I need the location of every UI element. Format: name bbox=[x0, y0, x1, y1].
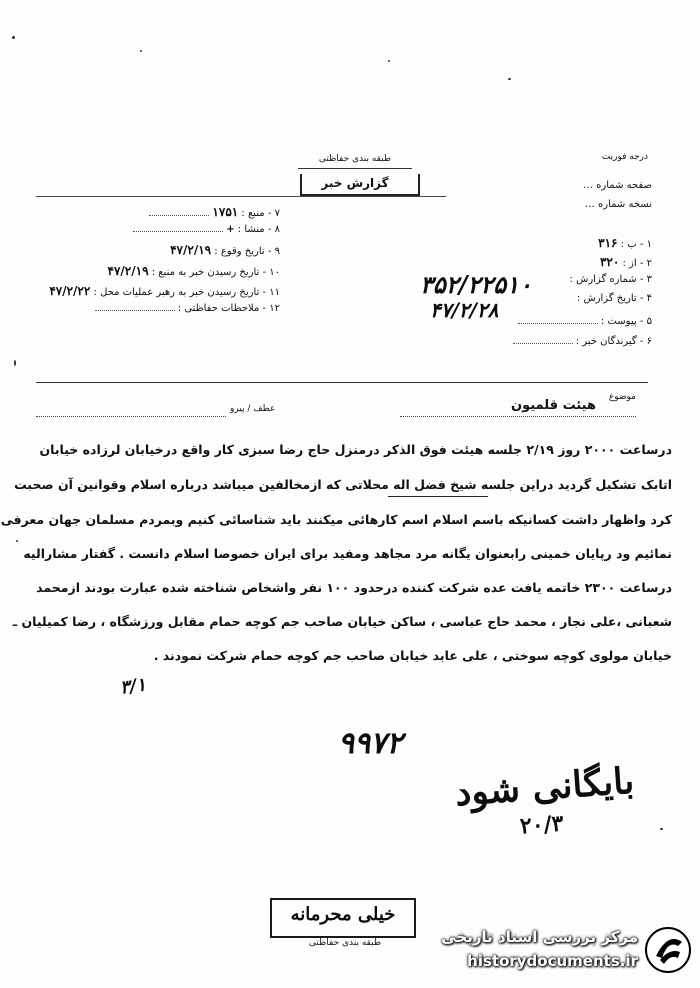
security-notes-field: ۱۲ - ملاحظات حفاظتی : bbox=[40, 303, 280, 314]
body-line: اتابک تشکیل گردید دراین جلسه شیخ فضل اله محلاتی که ازمخالفین میباشد درباره اسلام وقوانین آن صحبت bbox=[14, 477, 672, 492]
body-line: خیابان مولوی کوچه سوختی ، علی عابد خیابان صاحب جم کوچه حمام شرکت نمودند . bbox=[153, 648, 672, 663]
event-date-field: ۹ - تاریخ وقوع : ۴۷/۲/۱۹ bbox=[170, 243, 280, 257]
classification-stamp bbox=[270, 898, 416, 938]
source-received-field: ۱۰ - تاریخ رسیدن خبر به منبع : ۴۷/۲/۱۹ bbox=[107, 264, 280, 278]
field-value: … bbox=[582, 180, 593, 191]
header-divider bbox=[36, 196, 446, 197]
subject-value: هیئت قلمیون bbox=[510, 398, 596, 413]
subject-label: موضوع bbox=[608, 392, 636, 402]
origin-field: ۸ - منشا : + bbox=[40, 224, 280, 235]
body-line: نمائیم ود رپایان خمینی رابعنوان یگانه مرد مجاهد ومفید برای ایران خصوصا اسلام دانست . گفتار مشارالیه bbox=[23, 546, 672, 561]
field-value: ۴۷/۲/۲۲ bbox=[49, 284, 91, 298]
field-label: ۴ - تاریخ گزارش bbox=[583, 293, 652, 304]
report-date-field: ۴ - تاریخ گزارش : bbox=[576, 293, 652, 304]
scan-speck bbox=[660, 828, 663, 830]
field-label: ۷ - منبع bbox=[247, 208, 280, 219]
body-line: شعبانی ،علی نجار ، محمد حاج عباسی ، ساکن خیابان صاحب جم کوچه حمام مقابل ورزشگاه ، رضا کمیلیان ـ bbox=[12, 614, 672, 629]
field-value: ۴۷/۲/۱۹ bbox=[170, 243, 212, 257]
highlight-underline bbox=[388, 496, 488, 497]
reference-underline bbox=[36, 416, 226, 417]
operations-received-field: ۱۱ - تاریخ رسیدن خبر به رهبر عملیات محل : ۴۷/۲/۲۲ bbox=[49, 284, 280, 298]
field-value: + bbox=[226, 224, 235, 235]
stamp-text: خیلی محرمانه bbox=[290, 904, 396, 925]
handwritten-archive-date: ۲۰/۳ bbox=[519, 810, 565, 840]
fields-divider bbox=[36, 382, 648, 383]
field-label: ۸ - منشا bbox=[244, 224, 280, 235]
watermark-title: مرکز بررسی اسناد تاریخی bbox=[441, 928, 638, 946]
scan-speck bbox=[140, 50, 142, 52]
field-label: ۱۰ - تاریخ رسیدن خبر به منبع bbox=[158, 267, 280, 278]
recipients-field: ۶ - گیرندگان خبر : bbox=[452, 336, 652, 347]
field-label: ۲ - از bbox=[629, 258, 652, 269]
urgency-label: درجه فوریت bbox=[601, 152, 648, 162]
body-line: درساعت ۲۰۰۰ روز ۲/۱۹ جلسه هیئت فوق الذکر درمنزل حاج رضا سبزی کار واقع درخیابان لرزاده خیابان bbox=[39, 442, 672, 457]
report-number-field: ۳ - شماره گزارش : bbox=[569, 274, 652, 285]
from-field: ۲ - از : ۳۲۰ bbox=[599, 255, 652, 269]
field-label: نسخه شماره bbox=[598, 199, 652, 210]
scan-speck bbox=[16, 540, 18, 542]
copy-number-field bbox=[452, 199, 652, 210]
attachment-field: ۵ - پیوست : bbox=[452, 316, 652, 327]
field-label: ۶ - گیرندگان خبر bbox=[582, 336, 652, 347]
body-line: درساعت ۲۳۰۰ خاتمه یافت عده شرکت کننده درحدود ۱۰۰ نفر واشخاص شناخته شده عبارت بودند ازمحمد bbox=[36, 580, 672, 595]
field-value: … bbox=[584, 199, 595, 210]
handwritten-report-date: ۴۷/۲/۲۸ bbox=[430, 298, 499, 322]
handwritten-report-number: ۳۵۲/۲۲۵۱۰ bbox=[420, 270, 532, 299]
field-value: ۳۲۰ bbox=[599, 255, 620, 269]
field-label: ۱۲ - ملاحظات حفاظتی bbox=[184, 303, 280, 314]
reference-label: عطف / پیرو bbox=[230, 404, 276, 414]
body-line: کرد واظهار داشت کسانیکه باسم اسلام اسم کارهائی میکنند باید شناسائی کنیم وبمردم مسلمان جهان معرفی bbox=[0, 512, 672, 527]
field-value: ۴۷/۲/۱۹ bbox=[107, 264, 149, 278]
field-label: ۱ - ب bbox=[627, 239, 652, 250]
handwritten-archive-number: ۹۹۷۲ bbox=[338, 726, 403, 761]
field-label: صفحه شماره bbox=[596, 180, 652, 191]
field-label: ۵ - پیوست bbox=[607, 316, 652, 327]
report-title: گزارش خبر bbox=[321, 176, 389, 190]
field-label: ۹ - تاریخ وقوع bbox=[220, 246, 280, 257]
stamp-label: طبقه بندی حفاظتی bbox=[308, 938, 382, 948]
field-label: ۱۱ - تاریخ رسیدن خبر به رهبر عملیات محل bbox=[100, 287, 280, 298]
field-value: ۱۷۵۱ bbox=[212, 205, 239, 219]
scan-speck bbox=[388, 60, 390, 62]
field-value: ۳۱۶ bbox=[598, 236, 618, 250]
handwritten-margin-mark: ۳/۱ bbox=[118, 674, 148, 699]
page-number-field bbox=[452, 180, 652, 191]
field-label: ۳ - شماره گزارش bbox=[576, 274, 652, 285]
source-field: ۷ - منبع : ۱۷۵۱ bbox=[40, 205, 280, 219]
watermark-url: historydocuments.ir bbox=[467, 952, 638, 970]
subject-underline bbox=[400, 416, 636, 417]
scan-speck bbox=[14, 360, 16, 366]
scan-speck bbox=[508, 78, 511, 80]
watermark-logo-icon bbox=[644, 926, 692, 974]
handwritten-archive-note: بایگانی شود bbox=[453, 759, 636, 815]
to-field: ۱ - ب : ۳۱۶ bbox=[598, 236, 652, 250]
classification-box bbox=[298, 168, 412, 169]
classification-label: طبقه بندی حفاظتی bbox=[318, 154, 392, 164]
watermark bbox=[420, 914, 696, 986]
scan-speck bbox=[12, 36, 15, 39]
